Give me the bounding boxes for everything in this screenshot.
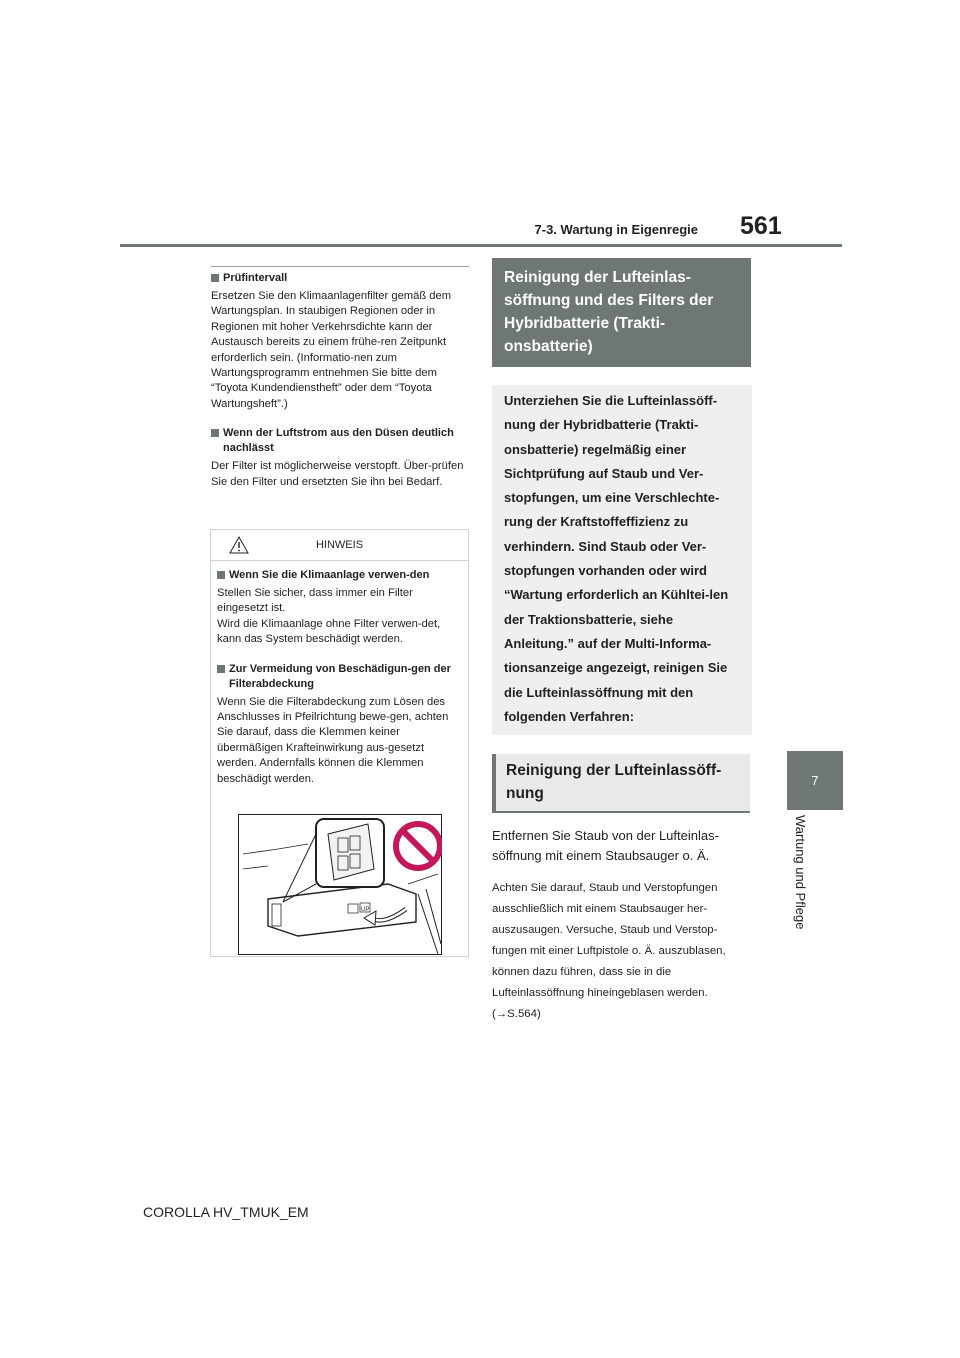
check-interval-title: Prüfintervall [223,272,288,284]
notice-item2-text: Wenn Sie die Filterabdeckung zum Lösen des Anschlusses in Pfeilrichtung bewe-gen, achten Sie darauf, dass die Klemmen keiner übermäßigen Krafteinwirkung aus-gesetzt werden. Andernfalls können die Klemmen beschädigt werden. [217,695,449,785]
square-bullet-icon [217,571,225,579]
up-label: UP [361,907,370,913]
intro-box: Unterziehen Sie die Lufteinlassöff-nung der Hybridbatterie (Trakti-onsbatterie) regelmäßig einer Sichtprüfung auf Staub und Ver-stopfungen, um eine Verschlechte-rung der Kraftstoffeffizienz zu verhindern. Sind Staub oder Ver-stopfungen vorhanden oder wird “Wartung erforderlich an Kühltei-len der Traktionsbatterie, siehe Anleitung.” auf der Multi-Informa-tionsanzeige angezeigt, reinigen Sie die Lufteinlassöffnung mit den folgenden Verfahren: [492,385,752,735]
airflow-title: Wenn der Luftstrom aus den Düsen deutlich nachlässt [223,427,454,455]
page-number: 561 [740,212,782,240]
square-bullet-icon [211,429,219,437]
note-text: Achten Sie darauf, Staub und Verstopfungen ausschließlich mit einem Staubsauger her-auszusaugen. Versuche, Staub und Verstop-fungen mit einer Luftpistole o. Ä. auszublasen, können dazu führen, dass sie in die Lufteinlassöffnung hineingeblasen werden. (→S.564) [492,882,726,1021]
square-bullet-icon [211,274,219,282]
airflow-text: Der Filter ist möglicherweise verstopft. Über-prüfen Sie den Filter und ersetzten Sie ihn bei Bedarf. [211,460,464,488]
check-interval-text: Ersetzen Sie den Klimaanlagenfilter gemäß dem Wartungsplan. In staubigen Regionen oder in Regionen mit hoher Verkehrsdichte kann der Austausch bereits zu einem frühe-ren Zeitpunkt erforderlich sein. (Informatio-nen zum Wartungsprogramm entnehmen Sie bitte dem “Toyota Kundendienstheft” oder dem “Toyota Wartungsheft”.) [211,290,452,410]
notice-item1-heading [217,568,462,583]
left-column [211,266,469,490]
chapter-tab: 7 [787,751,843,810]
notice-label: HINWEIS [315,539,364,551]
airflow-heading [211,426,469,456]
sub-heading: Reinigung der Lufteinlassöff-nung [492,754,750,813]
notice-item1-title: Wenn Sie die Klimaanlage verwen-den [229,569,430,581]
check-interval-heading [211,271,469,286]
section-title: 7-3. Wartung in Eigenregie [534,222,698,237]
notice-item2-title: Zur Vermeidung von Beschädigun-gen der Filterabdeckung [229,662,451,690]
right-column [492,258,752,1025]
square-bullet-icon [217,665,225,673]
divider [211,266,469,267]
notice-item1-text: Stellen Sie sicher, dass immer ein Filter eingesetzt ist. Wird die Klimaanlage ohne Filter verwen-det, kann das System beschädigt werden. [217,587,441,646]
main-heading: Reinigung der Lufteinlas-söffnung und des Filters der Hybridbatterie (Trakti-onsbatterie) [492,258,751,367]
header-rule [120,244,842,247]
footer-model: COROLLA HV_TMUK_EM [143,1204,309,1220]
instruction-text: Entfernen Sie Staub von der Lufteinlas-söffnung mit einem Staubsauger o. Ä. [492,828,719,864]
notice-box [210,529,469,957]
chapter-label: Wartung und Pflege [793,815,808,930]
warning-icon [229,536,249,554]
notice-item2-heading [217,662,462,692]
notice-header [211,530,468,561]
filter-cover-illustration [238,814,442,955]
